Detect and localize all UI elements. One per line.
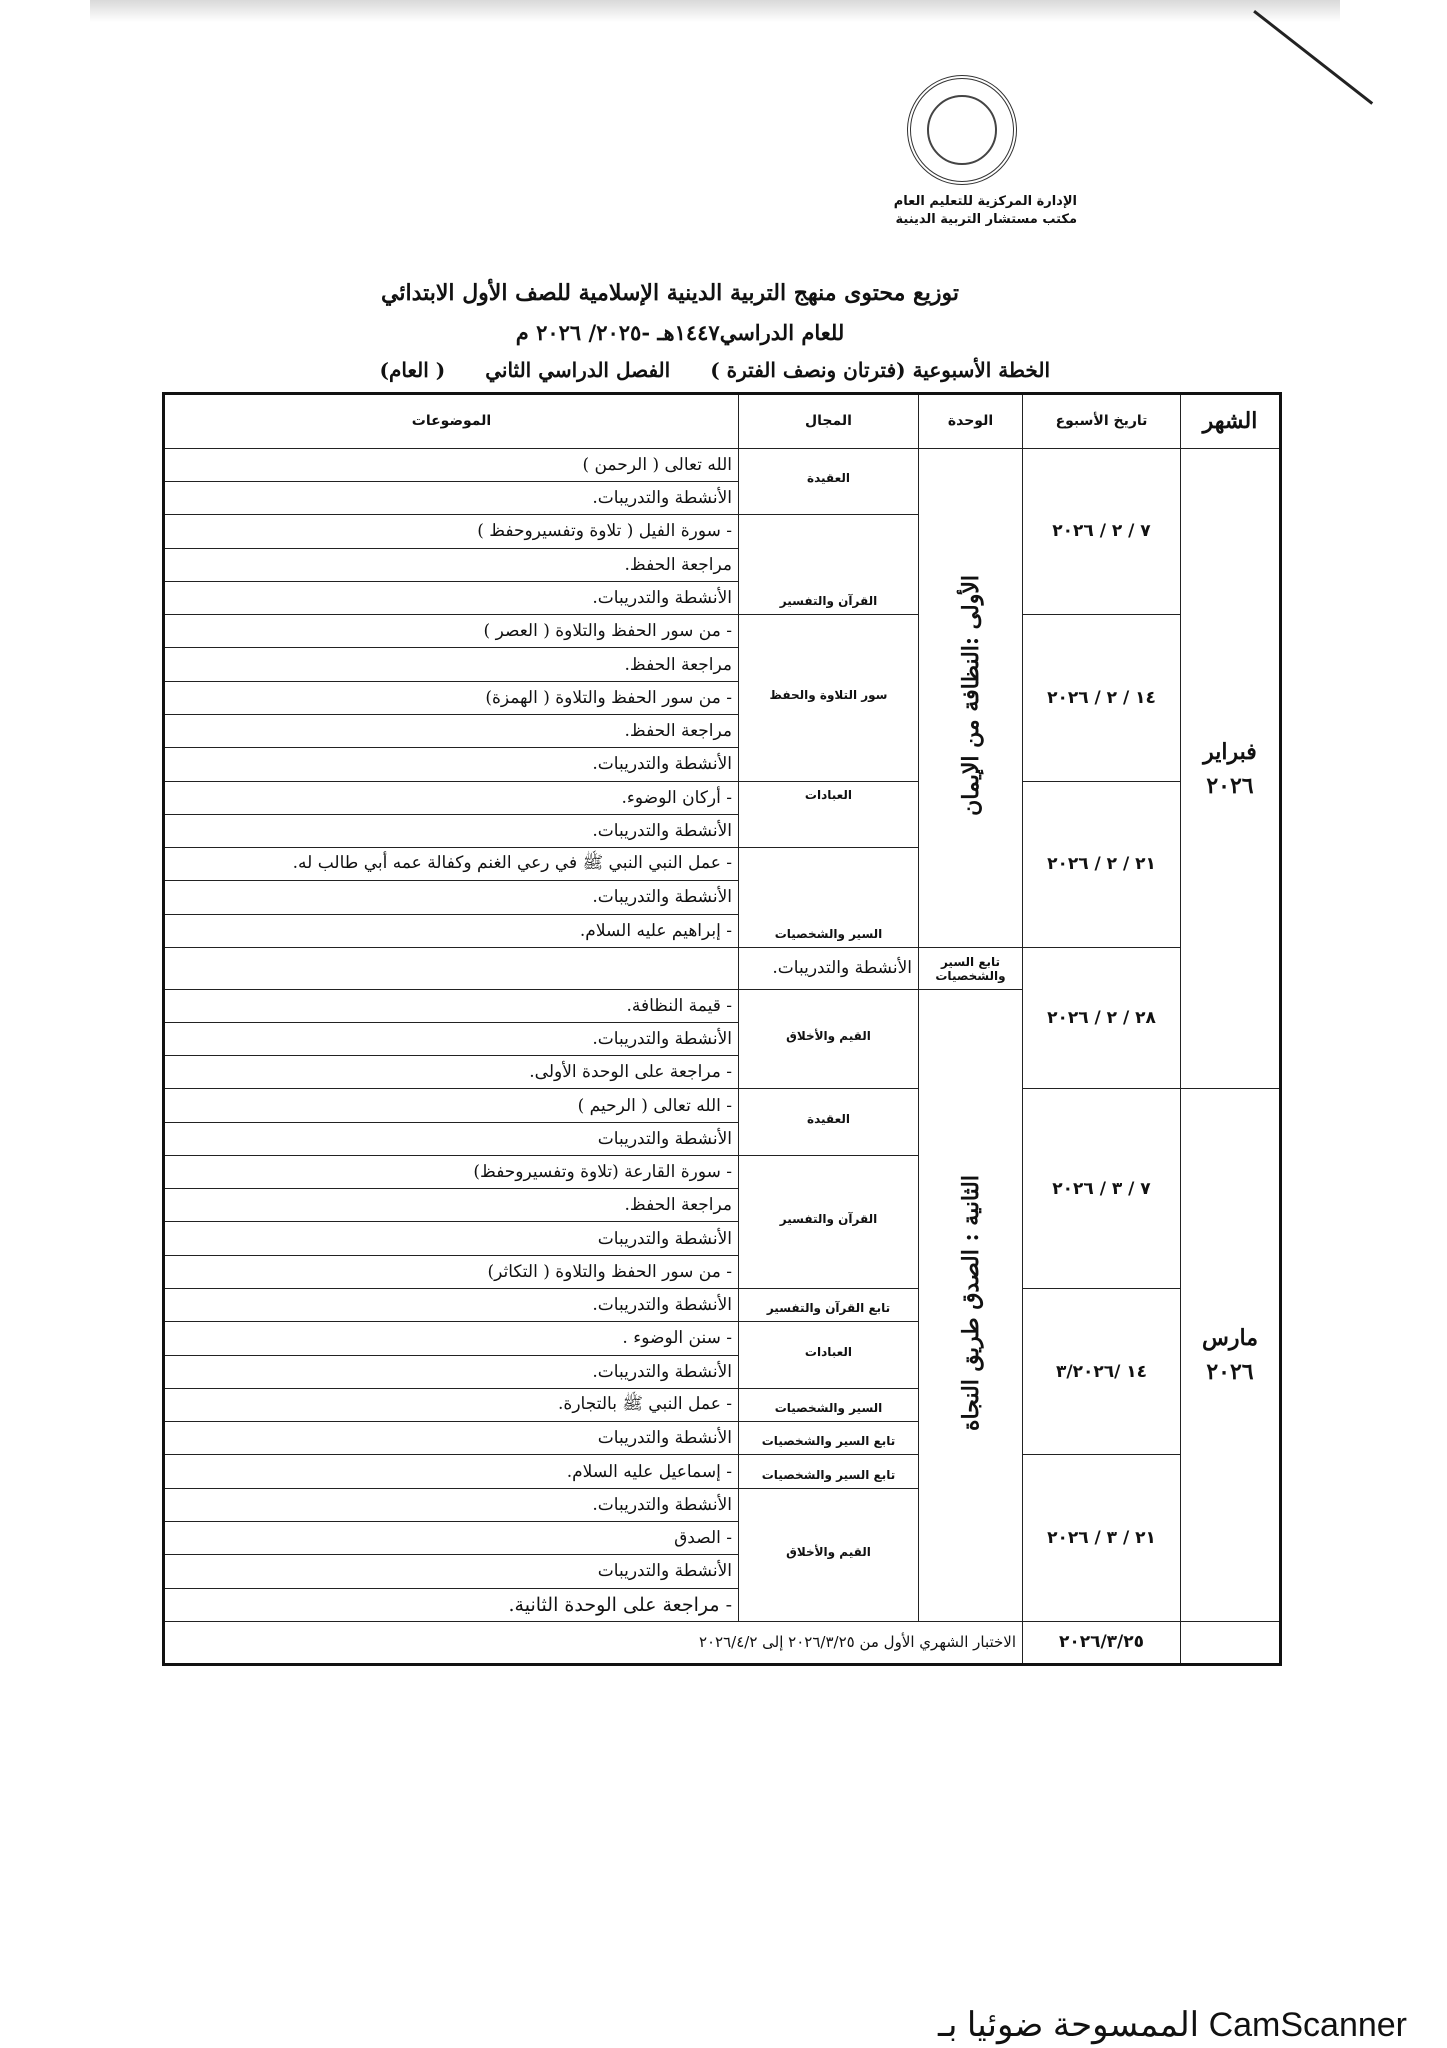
topic-cell: - من سور الحفظ والتلاوة ( الهمزة) <box>164 681 739 714</box>
document-title: توزيع محتوى منهج التربية الدينية الإسلامية للصف الأول الابتدائي <box>381 280 959 306</box>
field-cell: القرآن والتفسير <box>739 515 919 615</box>
week-cell: ٢١ / ٢ / ٢٠٢٦ <box>1023 781 1181 947</box>
topic-cell: - الصدق <box>164 1522 739 1555</box>
header-week: تاريخ الأسبوع <box>1023 394 1181 449</box>
topic-cell: - إبراهيم عليه السلام. <box>164 914 739 947</box>
header-topics: الموضوعات <box>164 394 739 449</box>
topic-cell: الأنشطة والتدريبات. <box>164 1022 739 1055</box>
table-row <box>164 781 1281 814</box>
topic-cell: مراجعة الحفظ. <box>164 1189 739 1222</box>
field-cell: القيم والأخلاق <box>739 989 919 1089</box>
footer-empty-cell <box>1181 1621 1281 1664</box>
topic-cell: الأنشطة والتدريبات. <box>164 581 739 614</box>
week-cell: ٢١ / ٣ / ٢٠٢٦ <box>1023 1455 1181 1621</box>
field-cell: تابع السير والشخصيات <box>739 1455 919 1488</box>
topic-cell: - الله تعالى ( الرحيم ) <box>164 1089 739 1122</box>
page-corner-fold <box>1253 10 1373 105</box>
field-cell: العبادات <box>739 781 919 848</box>
field-cell: سور التلاوة والحفظ <box>739 615 919 781</box>
week-cell: ٧ / ٣ / ٢٠٢٦ <box>1023 1089 1181 1289</box>
topic-cell: - قيمة النظافة. <box>164 989 739 1022</box>
field-cell: العقيدة <box>739 1089 919 1156</box>
topic-cell: الله تعالى ( الرحمن ) <box>164 448 739 481</box>
plan-type: الخطة الأسبوعية (فترتان ونصف الفترة ) <box>710 358 1050 382</box>
topic-cell: الأنشطة والتدريبات. <box>164 1289 739 1322</box>
month-cell: مارس ٢٠٢٦ <box>1181 1089 1281 1622</box>
table-row <box>164 1289 1281 1322</box>
field-cell: تابع السير والشخصيات <box>739 1422 919 1455</box>
unit-title: الأولى :النظافة من الإيمان <box>957 575 984 817</box>
exam-note: الاختبار الشهري الأول من ٢٠٢٦/٣/٢٥ إلى ٢٠٢٦/٤/٢ <box>164 1621 1023 1664</box>
ministry-header <box>827 75 1077 229</box>
field-cell: العبادات <box>739 1322 919 1389</box>
week-cell: ٢٨ / ٢ / ٢٠٢٦ <box>1023 947 1181 1088</box>
topic-cell: مراجعة الحفظ. <box>164 548 739 581</box>
table-row <box>164 615 1281 648</box>
topic-cell: الأنشطة والتدريبات. <box>739 947 919 989</box>
schedule-table <box>162 392 1282 1666</box>
topic-cell: - عمل النبي ﷺ بالتجارة. <box>164 1388 739 1421</box>
topic-cell: الأنشطة والتدريبات <box>164 1122 739 1155</box>
topic-cell: - أركان الوضوء. <box>164 781 739 814</box>
topic-cell: الأنشطة والتدريبات. <box>164 1488 739 1521</box>
table-header-row <box>164 394 1281 449</box>
unit-cell <box>919 989 1023 1621</box>
table-row <box>164 947 1281 989</box>
field-cell: تابع السير والشخصيات <box>919 947 1023 989</box>
topic-cell: الأنشطة والتدريبات. <box>164 881 739 914</box>
table-row <box>164 448 1281 481</box>
header-field: المجال <box>739 394 919 449</box>
table-row <box>164 1089 1281 1122</box>
topic-cell: - سورة القارعة (تلاوة وتفسيروحفظ) <box>164 1155 739 1188</box>
exam-row <box>164 1621 1281 1664</box>
field-cell: السير والشخصيات <box>739 848 919 948</box>
topic-cell: الأنشطة والتدريبات <box>164 1422 739 1455</box>
topic-cell: - إسماعيل عليه السلام. <box>164 1455 739 1488</box>
topic-cell: - سورة الفيل ( تلاوة وتفسيروحفظ ) <box>164 515 739 548</box>
exam-date: ٢٠٢٦/٣/٢٥ <box>1023 1621 1181 1664</box>
unit-title: الثانية : الصدق طريق النجاة <box>957 1175 984 1432</box>
table-row <box>164 1455 1281 1488</box>
field-cell: السير والشخصيات <box>739 1388 919 1421</box>
topic-cell: الأنشطة والتدريبات <box>164 1222 739 1255</box>
month-cell: فبراير ٢٠٢٦ <box>1181 448 1281 1089</box>
topic-cell: الأنشطة والتدريبات. <box>164 814 739 847</box>
field-cell: القيم والأخلاق <box>739 1488 919 1621</box>
header-department: الإدارة المركزية للتعليم العام <box>893 194 1077 209</box>
ministry-seal-icon <box>907 75 1017 185</box>
topic-cell: مراجعة الحفظ. <box>164 648 739 681</box>
header-office: مكتب مستشار التربية الدينية <box>895 212 1077 227</box>
header-month: الشهر <box>1181 394 1281 449</box>
field-cell: العقيدة <box>739 448 919 515</box>
topic-cell: - من سور الحفظ والتلاوة ( التكاثر) <box>164 1255 739 1288</box>
week-cell: ١٤ /٣/٢٠٢٦ <box>1023 1289 1181 1455</box>
topic-cell: - مراجعة على الوحدة الثانية. <box>164 1588 739 1621</box>
topic-cell: - سنن الوضوء . <box>164 1322 739 1355</box>
topic-cell: - مراجعة على الوحدة الأولى. <box>164 1056 739 1089</box>
plan-line <box>360 358 1050 382</box>
unit-cell <box>919 448 1023 947</box>
header-unit: الوحدة <box>919 394 1023 449</box>
topic-cell: الأنشطة والتدريبات. <box>164 748 739 781</box>
topic-cell: مراجعة الحفظ. <box>164 714 739 747</box>
week-cell: ١٤ / ٢ / ٢٠٢٦ <box>1023 615 1181 781</box>
topic-cell: الأنشطة والتدريبات <box>164 1555 739 1588</box>
field-cell: القرآن والتفسير <box>739 1155 919 1288</box>
field-cell: تابع القرآن والتفسير <box>739 1289 919 1322</box>
track-label: ( العام) <box>379 358 446 382</box>
topic-cell: - عمل النبي النبي ﷺ في رعي الغنم وكفالة عمه أبي طالب له. <box>164 848 739 881</box>
academic-year: للعام الدراسي١٤٤٧هـ -٢٠٢٥/ ٢٠٢٦ م <box>515 320 845 345</box>
term-label: الفصل الدراسي الثاني <box>485 358 671 382</box>
topic-cell: الأنشطة والتدريبات. <box>164 1355 739 1388</box>
scan-edge-shadow <box>90 0 1340 22</box>
camscanner-watermark: CamScanner الممسوحة ضوئيا بـ <box>938 2006 1407 2044</box>
week-cell: ٧ / ٢ / ٢٠٢٦ <box>1023 448 1181 614</box>
topic-cell: - من سور الحفظ والتلاوة ( العصر ) <box>164 615 739 648</box>
topic-cell: الأنشطة والتدريبات. <box>164 481 739 514</box>
